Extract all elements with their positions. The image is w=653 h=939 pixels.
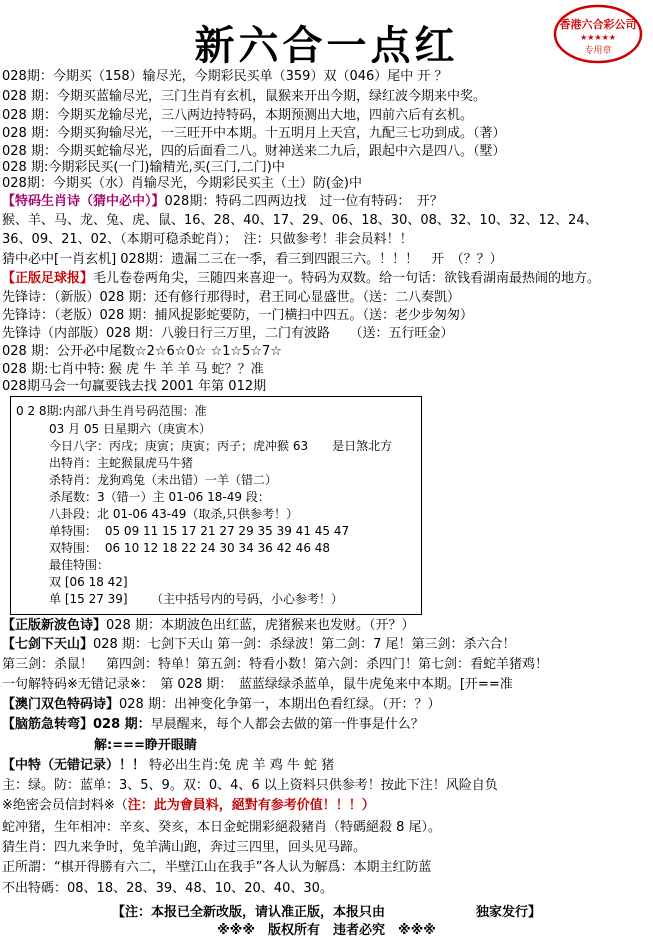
box-dan-row — [49, 523, 349, 539]
section-text: 028期：特码二四两边找 过一位有特码： 开？ — [164, 194, 443, 209]
member-warning: 注：此为會員料，絕對有参考价值！！！） — [127, 798, 375, 813]
shuang-label: 双特围： — [49, 541, 98, 555]
box-shuang-row — [49, 540, 330, 556]
best-shuang: 双 [06 18 42] — [49, 575, 128, 589]
poem-line: 先锋诗：（新版）028 期：还有修行那得时，君王同心显盛世。（送：二八奏凯） — [2, 290, 460, 305]
prediction-line: 028 期:今期彩民买(一门)输精光,买(三门,二门)中 — [2, 160, 285, 175]
excluded-numbers-line: 不出特碼：08、18、28、39、48、10、20、40、30。 — [2, 881, 333, 896]
svg-text:专用章: 专用章 — [584, 46, 612, 56]
saying-line: 正所謂：“棋开得勝有六二，半壁江山在我手”各人认为解爲：本期主红防蓝 — [2, 860, 432, 875]
riddle-line — [2, 716, 424, 733]
footer-notice: 【注：本报已全新改版，请认准正版，本报只由 独家发行】 — [111, 905, 541, 920]
page-title: 新六合一点红 — [194, 22, 459, 69]
best-label: 最佳特围： — [49, 558, 110, 572]
section-label: ※绝密会员信封料※（ — [2, 798, 128, 813]
section-text: 028 期：七剑下天山 第一剑：杀绿波！第二剑：7 尾！第三剑：杀六合！ — [93, 637, 516, 652]
mahui-line: 028期马会一句赢要钱去找 2001 年第 012期 — [2, 379, 267, 394]
prediction-line: 028 期：今期买龙输尽光，三八两边持特码，本期预测出大地，四前六后有玄机。 — [2, 108, 473, 123]
bagua-info-box — [10, 396, 422, 615]
svg-text:香港六合彩公司: 香港六合彩公司 — [559, 18, 637, 31]
section-text: 毛儿卷卷两角尖，三随四来喜迎一。特码为双数。给一句话：欲钱看湖南最热闹的地方。 — [93, 271, 601, 286]
macau-poem-line — [2, 696, 440, 713]
svg-text:★★★★★: ★★★★★ — [580, 33, 616, 42]
tail-number-line: 028 期：公开必中尾数☆2☆6☆0☆ ☆1☆5☆7☆ — [2, 344, 282, 359]
section-label: 【中特（无错记录）！！ — [2, 758, 146, 773]
numbers-line: 36、09、21、02、（本期可稳杀蛇肖）； 注：只做参考！非会员料！！ — [2, 232, 413, 247]
shuang-numbers: 06 10 12 18 22 24 30 34 36 42 46 48 — [104, 541, 331, 555]
snake-pig-line: 蛇冲猪，生年相冲：辛亥、癸亥，本日金蛇開彩絕殺豬肖（特碼絕殺 8 尾）。 — [2, 820, 442, 835]
poem-line: 先锋诗（内部版）028 期：八骏日行三万里，二门有波路 （送：五行旺金） — [2, 326, 454, 341]
footer-copyright: ※※※ 版权所有 违者必究 ※※※ — [217, 923, 436, 938]
section-label: 【澳门双色特码诗】 — [2, 697, 120, 712]
football-paper-line — [2, 270, 600, 287]
section-label: 【特码生肖诗（猜中必中）】 — [2, 194, 165, 209]
box-note: （主中括号内的号码，小心参考！） — [151, 592, 344, 606]
guess-zodiac-line: 猜生肖：四九来争时，兔羊满山跑，奔过三四里，回头见马蹄。 — [2, 840, 367, 855]
section-label: 【七剑下天山】 — [2, 637, 94, 652]
wave-color-line — [2, 617, 414, 634]
box-date: 03 月 05 日星期六（庚寅木） — [49, 422, 211, 436]
section-label: 【脑筋急转弯】 — [2, 717, 94, 732]
dan-numbers: 05 09 11 15 17 21 27 29 35 39 41 45 47 — [104, 524, 350, 538]
prediction-line: 028 期：今期买狗输尽光，一三旺开中本期。十五明月上天宫，九配三七功到成。（著） — [2, 126, 506, 141]
poem-line: 先锋诗：（老版）028 期：捕风捉影蛇要防，一门横扫中四五。（送：老少步匆匆） — [2, 308, 473, 323]
prediction-line: 028期：今期买（水）肖输尽光，今期彩民买主（土）防(金)中 — [2, 176, 362, 191]
box-chuteshao: 出特肖：主蛇猴鼠虎马牛猪 — [49, 456, 194, 470]
one-sentence-line: 一句解特码※无错记录※： 第 028 期： 蓝蓝绿绿杀蓝单，鼠牛虎兔来中本期。[开==准 — [2, 677, 513, 692]
prediction-line: 028期：今期买（158）输尽光，今期彩民买单（359）双（046）尾中 开 ？ — [2, 69, 448, 84]
box-shaweishu: 杀尾数：3（错一）主 01-06 18-49 段： — [49, 490, 270, 504]
member-secret-line — [2, 797, 375, 814]
official-seal — [553, 4, 643, 64]
section-text: 特必出生肖:兔 虎 羊 鸡 牛 蛇 猪 — [149, 758, 335, 773]
seven-zodiac-line: 028 期:七肖中特: 猴 虎 牛 羊 羊 马 蛇？？准 — [2, 362, 264, 377]
dan-label: 单特围： — [49, 524, 98, 538]
main-color-line: 主：绿。防：蓝单：3、5、9。双：0、4、6 以上资料只供参考！按此下注！风险自负 — [2, 778, 498, 793]
prediction-line: 028 期：今期买蓝输尽光，三门生肖有玄机，鼠猴来开出今期，绿红波今期来中奖。 — [2, 89, 486, 104]
seven-swords-line — [2, 636, 516, 653]
section-label: 【正版新波色诗】 — [2, 618, 107, 633]
section-text: 028 期：出神变化争第一，本期出色看红绿。（开：？） — [119, 697, 441, 712]
best-dan: 单 [15 27 39] — [49, 592, 128, 606]
section-label: 【正版足球报】 — [2, 271, 94, 286]
xuanji-line: 猜中必中[一肖玄机] 028期：遗漏二三在一季，看三到四跟三六。！！！ 开 （？？） — [2, 252, 503, 267]
section-text: 028 期：本期波色出红蓝，虎猪猴来也发财。（开？） — [106, 618, 415, 633]
section-text: 早晨醒来，每个人都会去做的第一件事是什么？ — [150, 717, 424, 732]
box-shateshao: 杀特肖：龙狗鸡兔（未出错）一羊（错二） — [49, 473, 278, 487]
zodiac-poem-line — [2, 193, 443, 210]
seven-swords-line-2: 第三剑：杀鼠！ 第四剑：特单！第五剑：特看小数！第六剑：杀四门！第七剑：看蛇羊猪鸡！ — [2, 657, 549, 672]
box-header: 0 2 8期:内部八卦生肖号码范围：准 — [16, 404, 207, 418]
riddle-issue: 028 期： — [93, 717, 151, 732]
numbers-line: 猴、羊、马、龙、兔、虎、鼠、16、28、40、17、29、06、18、30、08、32、10、32、12、24、 — [2, 213, 598, 228]
box-bagua: 八卦段：北 01-06 43-49（取杀,只供参考！） — [49, 507, 299, 521]
riddle-answer: 解:===睁开眼睛 — [94, 738, 197, 753]
box-bazi: 今日八字：丙戌；庚寅；庚寅；丙子；虎冲猴 63 是日煞北方 — [49, 439, 393, 453]
special-zodiac-line — [2, 757, 334, 774]
prediction-line: 028 期：今期买蛇输尽光，四的后面看二八。财神送来二九后，跟起中六是四八。（墅） — [2, 144, 506, 159]
